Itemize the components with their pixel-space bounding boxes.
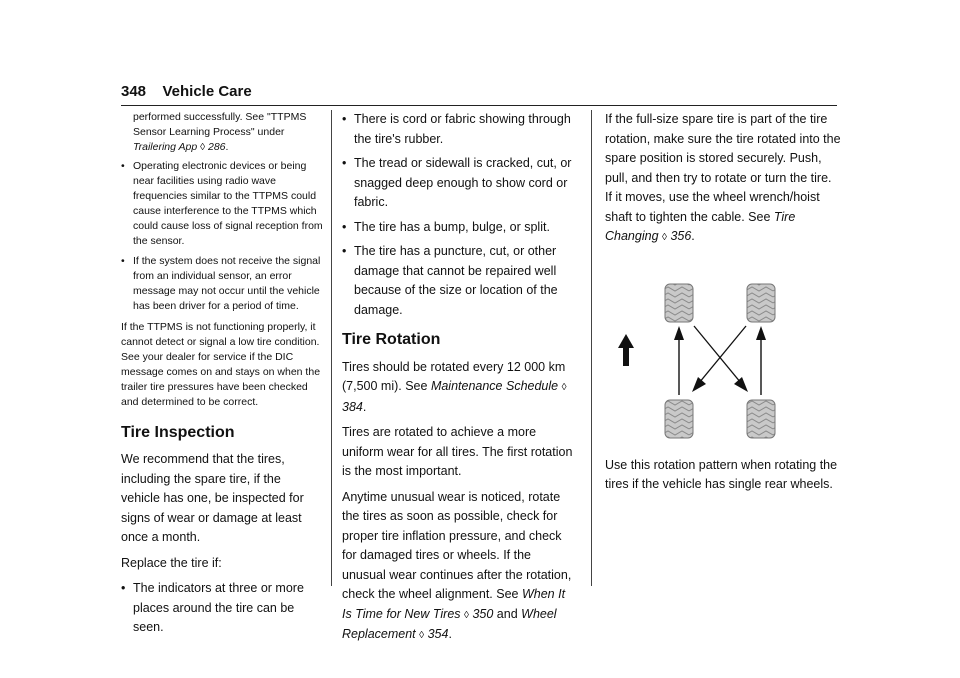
page-ref[interactable]: 286 (208, 141, 226, 153)
forward-direction-arrow-icon (618, 334, 634, 366)
bullet-icon: • (342, 244, 347, 258)
list-item: • The tread or sidewall is cracked, cut, or snagged deep enough to show cord or fabric. (342, 156, 572, 209)
xref-link[interactable]: Trailering App (133, 141, 198, 153)
page-ref[interactable]: 384 (342, 399, 363, 414)
diagram-caption: Use this rotation pattern when rotating the tires if the vehicle has single rear wheels. (605, 457, 838, 491)
bullet-icon: • (121, 160, 125, 172)
xref-link[interactable]: When It Is Time for New Tires (342, 587, 566, 621)
intro-paragraph: performed successfully. See "TTPMS Sensor Learning Process" under Trailering App ◊ 286. (133, 111, 307, 153)
xref-link[interactable]: Tire Changing (605, 209, 796, 243)
page-number: 348 (121, 83, 147, 100)
bullet-list (121, 579, 323, 638)
page-ref-icon: ◊ (419, 630, 425, 641)
paragraph: If the TTPMS is not functioning properly, it cannot detect or signal a low tire condition. See your dealer for service if the DIC message comes on and stays on when the trailer tire pressures have been checked and determined to be correct. (121, 321, 321, 408)
xref-link[interactable]: Maintenance Schedule (430, 379, 559, 393)
list-item: • Operating electronic devices or being near facilities using radio wave frequencies similar to the TTPMS could cause interference to the TTPMS which could cause loss of signal reception from the sensor. (121, 160, 323, 247)
bullet-list (121, 159, 323, 314)
page-ref[interactable]: 350 (472, 606, 494, 621)
heading-tire-inspection: Tire Inspection (121, 424, 235, 441)
bullet-icon: • (342, 112, 347, 126)
page-ref-icon: ◊ (200, 142, 206, 153)
list-item: • The indicators at three or more places around the tire can be seen. (121, 581, 304, 634)
list-item: • The tire has a puncture, cut, or other damage that cannot be repaired well because of the size or location of the damage. (342, 244, 558, 317)
list-item: • If the system does not receive the signal from an individual sensor, an error message may not occur until the vehicle has been driver for a period of time. (121, 255, 321, 312)
page-ref-icon: ◊ (662, 232, 667, 243)
tire-rear-right-icon (747, 400, 775, 438)
bullet-icon: • (342, 156, 347, 170)
column-1 (121, 110, 323, 644)
page-ref[interactable]: 354 (427, 627, 449, 641)
page-ref-icon: ◊ (561, 382, 567, 393)
rotation-arrow-icon (674, 326, 684, 395)
page-ref[interactable]: 356 (670, 229, 692, 243)
rotation-pattern-illustration (605, 262, 841, 442)
list-item: • The tire has a bump, bulge, or split. (342, 218, 578, 238)
bullet-icon: • (121, 255, 125, 267)
paragraph: Replace the tire if: (121, 555, 222, 570)
rotation-arrow-icon (756, 326, 766, 395)
paragraph: Tires should be rotated every 12 000 km (7,500 mi). See Maintenance Schedule ◊ 384. (342, 359, 567, 414)
tire-rear-left-icon (665, 400, 693, 438)
bullet-icon: • (342, 219, 347, 234)
xref-link[interactable]: Wheel Replacement (342, 606, 557, 641)
column-2 (342, 110, 578, 652)
column-divider (591, 110, 592, 586)
paragraph: Anytime unusual wear is noticed, rotate the tires as soon as possible, check for proper tire inflation pressure, and check for damaged tires or wheels. If the unusual wear continues after the rotation, check the wheel alignment. See When It Is Time for New Tires ◊ 350 and Wheel Replacement ◊ 354. (342, 489, 572, 641)
tire-front-left-icon (665, 284, 693, 322)
column-3 (605, 110, 841, 501)
section-title: Vehicle Care (162, 83, 252, 100)
tire-front-right-icon (747, 284, 775, 322)
list-item: • There is cord or fabric showing through the tire's rubber. (342, 112, 571, 146)
page-ref-icon: ◊ (464, 609, 469, 621)
bullet-list (342, 110, 578, 320)
heading-tire-rotation: Tire Rotation (342, 331, 441, 348)
page-header (121, 83, 837, 106)
bullet-icon: • (121, 581, 126, 595)
tire-rotation-diagram (605, 262, 841, 442)
column-divider (331, 110, 332, 586)
paragraph: If the full-size spare tire is part of the tire rotation, make sure the tire rotated into the spare position is stored securely. Push, pull, and then try to rotate or turn the tire. If it moves, use the wheel wrench/hoist shaft to tighten the cable. See Tire Changing ◊ 356. (605, 112, 841, 243)
paragraph: We recommend that the tires, including the spare tire, if the vehicle has one, be inspected for signs of wear or damage at least once a month. (121, 452, 304, 544)
paragraph: Tires are rotated to achieve a more uniform wear for all tires. The first rotation is the most important. (342, 425, 573, 478)
